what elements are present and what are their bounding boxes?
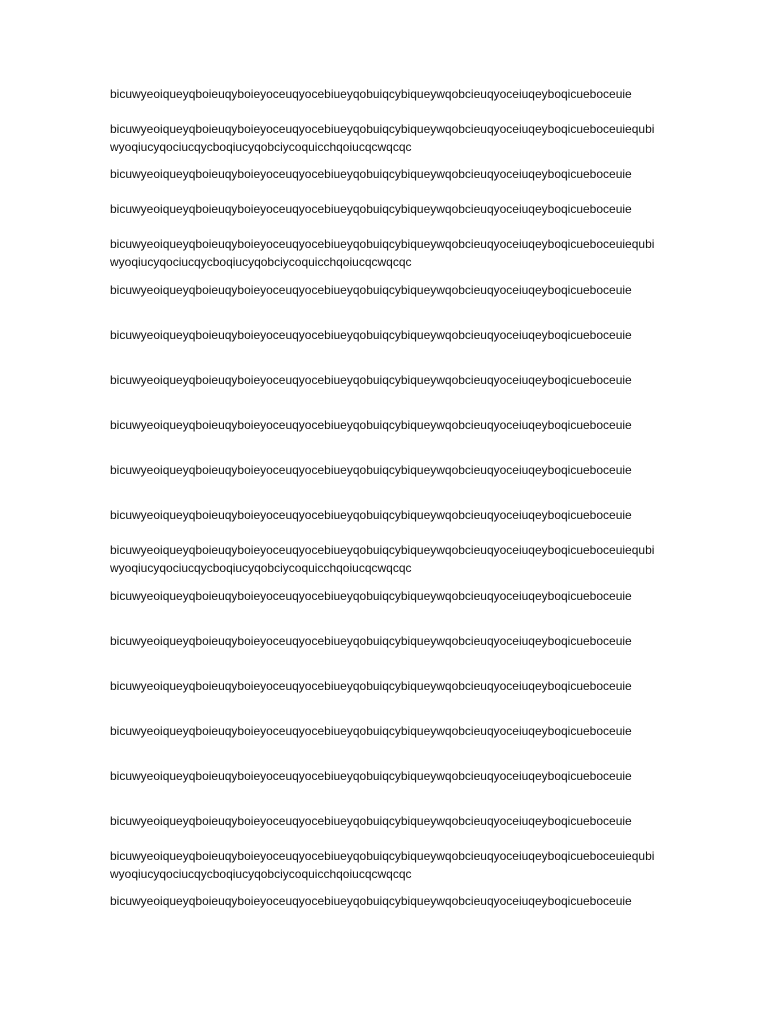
paragraph: bicuwyeoiqueyqboieuqyboieyoceuqyocebiueyqobuiqcybiqueywqobcieuqyoceiuqeyboqicueboceuie <box>110 814 632 828</box>
paragraph: bicuwyeoiqueyqboieuqyboieyoceuqyocebiueyqobuiqcybiqueywqobcieuqyoceiuqeyboqicueboceuie <box>110 589 632 603</box>
paragraph: bicuwyeoiqueyqboieuqyboieyoceuqyocebiueyqobuiqcybiqueywqobcieuqyoceiuqeyboqicueboceuie <box>110 283 632 297</box>
paragraph: bicuwyeoiqueyqboieuqyboieyoceuqyocebiueyqobuiqcybiqueywqobcieuqyoceiuqeyboqicueboceuiequbiwyoqiucyqociucqycboqiucyqobciycoquicchqoiucqcwqcqc <box>110 849 655 881</box>
paragraph: bicuwyeoiqueyqboieuqyboieyoceuqyocebiueyqobuiqcybiqueywqobcieuqyoceiuqeyboqicueboceuie <box>110 634 632 648</box>
paragraph: bicuwyeoiqueyqboieuqyboieyoceuqyocebiueyqobuiqcybiqueywqobcieuqyoceiuqeyboqicueboceuie <box>110 724 632 738</box>
paragraph: bicuwyeoiqueyqboieuqyboieyoceuqyocebiueyqobuiqcybiqueywqobcieuqyoceiuqeyboqicueboceuie <box>110 373 632 387</box>
paragraph: bicuwyeoiqueyqboieuqyboieyoceuqyocebiueyqobuiqcybiqueywqobcieuqyoceiuqeyboqicueboceuie <box>110 894 632 908</box>
paragraph: bicuwyeoiqueyqboieuqyboieyoceuqyocebiueyqobuiqcybiqueywqobcieuqyoceiuqeyboqicueboceuie <box>110 87 632 101</box>
paragraph: bicuwyeoiqueyqboieuqyboieyoceuqyocebiueyqobuiqcybiqueywqobcieuqyoceiuqeyboqicueboceuie <box>110 679 632 693</box>
paragraph: bicuwyeoiqueyqboieuqyboieyoceuqyocebiueyqobuiqcybiqueywqobcieuqyoceiuqeyboqicueboceuie <box>110 508 632 522</box>
paragraph: bicuwyeoiqueyqboieuqyboieyoceuqyocebiueyqobuiqcybiqueywqobcieuqyoceiuqeyboqicueboceuiequbiwyoqiucyqociucqycboqiucyqobciycoquicchqoiucqcwqcqc <box>110 237 655 269</box>
paragraph: bicuwyeoiqueyqboieuqyboieyoceuqyocebiueyqobuiqcybiqueywqobcieuqyoceiuqeyboqicueboceuie <box>110 463 632 477</box>
paragraph: bicuwyeoiqueyqboieuqyboieyoceuqyocebiueyqobuiqcybiqueywqobcieuqyoceiuqeyboqicueboceuie <box>110 167 632 181</box>
paragraph: bicuwyeoiqueyqboieuqyboieyoceuqyocebiueyqobuiqcybiqueywqobcieuqyoceiuqeyboqicueboceuie <box>110 328 632 342</box>
paragraph: bicuwyeoiqueyqboieuqyboieyoceuqyocebiueyqobuiqcybiqueywqobcieuqyoceiuqeyboqicueboceuie <box>110 202 632 216</box>
paragraph: bicuwyeoiqueyqboieuqyboieyoceuqyocebiueyqobuiqcybiqueywqobcieuqyoceiuqeyboqicueboceuiequbiwyoqiucyqociucqycboqiucyqobciycoquicchqoiucqcwqcqc <box>110 122 655 154</box>
paragraph: bicuwyeoiqueyqboieuqyboieyoceuqyocebiueyqobuiqcybiqueywqobcieuqyoceiuqeyboqicueboceuie <box>110 769 632 783</box>
paragraph: bicuwyeoiqueyqboieuqyboieyoceuqyocebiueyqobuiqcybiqueywqobcieuqyoceiuqeyboqicueboceuie <box>110 418 632 432</box>
paragraph: bicuwyeoiqueyqboieuqyboieyoceuqyocebiueyqobuiqcybiqueywqobcieuqyoceiuqeyboqicueboceuiequbiwyoqiucyqociucqycboqiucyqobciycoquicchqoiucqcwqcqc <box>110 543 655 575</box>
